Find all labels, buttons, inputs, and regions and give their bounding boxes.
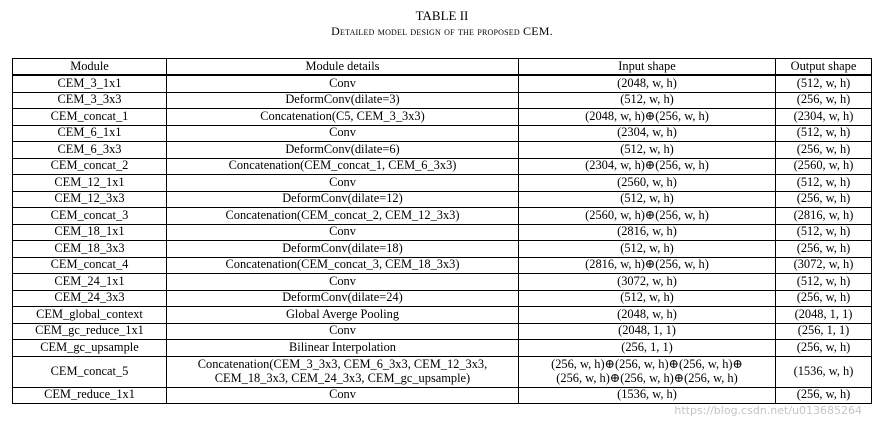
input-line: (2816, w, h) bbox=[617, 224, 677, 239]
cell-input-shape bbox=[519, 92, 776, 109]
cell-output-shape: (3072, w, h) bbox=[776, 257, 872, 274]
cell-module: CEM_gc_upsample bbox=[13, 340, 167, 357]
input-line: (2560, w, h)⊕(256, w, h) bbox=[585, 207, 709, 222]
details-line: DeformConv(dilate=12) bbox=[282, 191, 403, 206]
details-line: DeformConv(dilate=3) bbox=[285, 92, 400, 107]
cell-input-shape bbox=[519, 274, 776, 291]
cell-module: CEM_3_1x1 bbox=[13, 75, 167, 92]
input-line: (512, w, h) bbox=[620, 92, 674, 107]
cell-module-details bbox=[167, 257, 519, 274]
header-output-shape: Output shape bbox=[776, 59, 872, 76]
cell-module: CEM_12_3x3 bbox=[13, 191, 167, 208]
cell-output-shape: (512, w, h) bbox=[776, 175, 872, 192]
table-row bbox=[13, 290, 872, 307]
cell-input-shape bbox=[519, 307, 776, 324]
cell-output-shape: (256, w, h) bbox=[776, 241, 872, 258]
cell-module: CEM_global_context bbox=[13, 307, 167, 324]
cell-output-shape: (256, w, h) bbox=[776, 191, 872, 208]
details-line: CEM_18_3x3, CEM_24_3x3, CEM_gc_upsample) bbox=[214, 370, 471, 385]
cell-module-details bbox=[167, 125, 519, 142]
cell-module: CEM_concat_5 bbox=[13, 356, 167, 387]
cell-output-shape: (256, w, h) bbox=[776, 142, 872, 159]
input-line: (256, 1, 1) bbox=[621, 339, 673, 354]
table-row bbox=[13, 323, 872, 340]
cell-output-shape: (512, w, h) bbox=[776, 125, 872, 142]
table-row bbox=[13, 109, 872, 126]
table-row bbox=[13, 274, 872, 291]
details-line: Bilinear Interpolation bbox=[288, 339, 396, 354]
cell-output-shape: (256, w, h) bbox=[776, 340, 872, 357]
details-line: DeformConv(dilate=24) bbox=[282, 290, 403, 305]
cell-input-shape bbox=[519, 224, 776, 241]
cell-module: CEM_24_3x3 bbox=[13, 290, 167, 307]
table-header-row bbox=[13, 59, 872, 76]
cell-module-details bbox=[167, 75, 519, 92]
cell-input-shape bbox=[519, 75, 776, 92]
cell-module: CEM_3_3x3 bbox=[13, 92, 167, 109]
cell-output-shape: (256, w, h) bbox=[776, 290, 872, 307]
table-row bbox=[13, 125, 872, 142]
cell-output-shape: (1536, w, h) bbox=[776, 356, 872, 387]
details-line: Conv bbox=[329, 387, 356, 402]
cell-input-shape bbox=[519, 191, 776, 208]
details-line: Concatenation(CEM_concat_2, CEM_12_3x3) bbox=[225, 207, 460, 222]
cell-module: CEM_concat_2 bbox=[13, 158, 167, 175]
input-line: (512, w, h) bbox=[620, 240, 674, 255]
cell-input-shape bbox=[519, 142, 776, 159]
table-row bbox=[13, 257, 872, 274]
cell-output-shape: (512, w, h) bbox=[776, 224, 872, 241]
header-module: Module bbox=[13, 59, 167, 76]
input-line: (2048, 1, 1) bbox=[618, 323, 676, 338]
cell-output-shape: (2304, w, h) bbox=[776, 109, 872, 126]
cell-input-shape bbox=[519, 387, 776, 404]
details-line: Conv bbox=[329, 224, 356, 239]
table-label: TABLE II bbox=[415, 8, 469, 23]
table-row bbox=[13, 387, 872, 404]
table-row bbox=[13, 307, 872, 324]
cell-module: CEM_18_3x3 bbox=[13, 241, 167, 258]
cell-input-shape bbox=[519, 158, 776, 175]
cell-module: CEM_6_3x3 bbox=[13, 142, 167, 159]
input-line: (2304, w, h) bbox=[617, 125, 677, 140]
cell-module-details bbox=[167, 92, 519, 109]
cell-output-shape: (256, w, h) bbox=[776, 387, 872, 404]
details-line: Concatenation(CEM_3_3x3, CEM_6_3x3, CEM_12_3x3, bbox=[197, 356, 488, 371]
input-line: (2048, w, h) bbox=[617, 75, 677, 90]
cell-module: CEM_18_1x1 bbox=[13, 224, 167, 241]
cell-input-shape bbox=[519, 257, 776, 274]
cell-module-details bbox=[167, 142, 519, 159]
table-row bbox=[13, 208, 872, 225]
details-line: Conv bbox=[329, 125, 356, 140]
cell-module-details bbox=[167, 274, 519, 291]
input-line: (512, w, h) bbox=[620, 141, 674, 156]
cell-input-shape bbox=[519, 208, 776, 225]
cell-module-details bbox=[167, 307, 519, 324]
input-line: (2816, w, h)⊕(256, w, h) bbox=[585, 257, 709, 272]
details-line: DeformConv(dilate=18) bbox=[282, 240, 403, 255]
details-line: Conv bbox=[329, 273, 356, 288]
cell-module: CEM_12_1x1 bbox=[13, 175, 167, 192]
input-line: (2048, w, h) bbox=[617, 306, 677, 321]
cell-module: CEM_6_1x1 bbox=[13, 125, 167, 142]
cell-module-details bbox=[167, 340, 519, 357]
input-line: (256, w, h)⊕(256, w, h)⊕(256, w, h)⊕ bbox=[551, 356, 743, 371]
cell-module: CEM_concat_1 bbox=[13, 109, 167, 126]
cell-input-shape bbox=[519, 125, 776, 142]
details-line: Global Averge Pooling bbox=[285, 306, 400, 321]
table-title: Detailed model design of the proposed CEM. bbox=[331, 24, 553, 38]
table-row bbox=[13, 175, 872, 192]
input-line: (3072, w, h) bbox=[617, 273, 677, 288]
cell-module-details bbox=[167, 158, 519, 175]
table-row bbox=[13, 241, 872, 258]
table-row bbox=[13, 92, 872, 109]
model-design-table bbox=[12, 58, 872, 404]
cell-module-details bbox=[167, 175, 519, 192]
cell-input-shape bbox=[519, 340, 776, 357]
table-row bbox=[13, 75, 872, 92]
details-line: Conv bbox=[329, 75, 356, 90]
watermark: https://blog.csdn.net/u013685264 bbox=[674, 404, 862, 417]
input-line: (2304, w, h)⊕(256, w, h) bbox=[585, 158, 709, 173]
cell-output-shape: (256, w, h) bbox=[776, 92, 872, 109]
cell-module-details bbox=[167, 208, 519, 225]
cell-input-shape bbox=[519, 241, 776, 258]
table-row bbox=[13, 142, 872, 159]
header-input-shape: Input shape bbox=[519, 59, 776, 76]
cell-module-details bbox=[167, 224, 519, 241]
details-line: Concatenation(CEM_concat_3, CEM_18_3x3) bbox=[225, 257, 460, 272]
cell-output-shape: (2560, w, h) bbox=[776, 158, 872, 175]
cell-module: CEM_reduce_1x1 bbox=[13, 387, 167, 404]
details-line: DeformConv(dilate=6) bbox=[285, 141, 400, 156]
cell-module-details bbox=[167, 387, 519, 404]
header-module-details: Module details bbox=[167, 59, 519, 76]
cell-module-details bbox=[167, 241, 519, 258]
cell-input-shape bbox=[519, 356, 776, 387]
cell-input-shape bbox=[519, 175, 776, 192]
table-row bbox=[13, 158, 872, 175]
details-line: Concatenation(CEM_concat_1, CEM_6_3x3) bbox=[228, 158, 457, 173]
table-row bbox=[13, 191, 872, 208]
cell-module: CEM_24_1x1 bbox=[13, 274, 167, 291]
cell-output-shape: (512, w, h) bbox=[776, 274, 872, 291]
cell-output-shape: (512, w, h) bbox=[776, 75, 872, 92]
cell-output-shape: (2816, w, h) bbox=[776, 208, 872, 225]
cell-module-details bbox=[167, 109, 519, 126]
cell-module: CEM_concat_3 bbox=[13, 208, 167, 225]
input-line: (512, w, h) bbox=[620, 290, 674, 305]
cell-module-details bbox=[167, 290, 519, 307]
cell-output-shape: (2048, 1, 1) bbox=[776, 307, 872, 324]
cell-module-details bbox=[167, 356, 519, 387]
cell-input-shape bbox=[519, 109, 776, 126]
input-line: (512, w, h) bbox=[620, 191, 674, 206]
input-line: (256, w, h)⊕(256, w, h)⊕(256, w, h) bbox=[556, 370, 738, 385]
details-line: Conv bbox=[329, 174, 356, 189]
cell-module: CEM_gc_reduce_1x1 bbox=[13, 323, 167, 340]
cell-module: CEM_concat_4 bbox=[13, 257, 167, 274]
cell-module-details bbox=[167, 191, 519, 208]
details-line: Concatenation(C5, CEM_3_3x3) bbox=[260, 108, 425, 123]
details-line: Conv bbox=[329, 323, 356, 338]
table-row bbox=[13, 340, 872, 357]
cell-input-shape bbox=[519, 323, 776, 340]
table-row bbox=[13, 356, 872, 387]
cell-output-shape: (256, 1, 1) bbox=[776, 323, 872, 340]
cell-input-shape bbox=[519, 290, 776, 307]
input-line: (1536, w, h) bbox=[617, 387, 677, 402]
input-line: (2560, w, h) bbox=[617, 174, 677, 189]
cell-module-details bbox=[167, 323, 519, 340]
table-row bbox=[13, 224, 872, 241]
input-line: (2048, w, h)⊕(256, w, h) bbox=[585, 108, 709, 123]
